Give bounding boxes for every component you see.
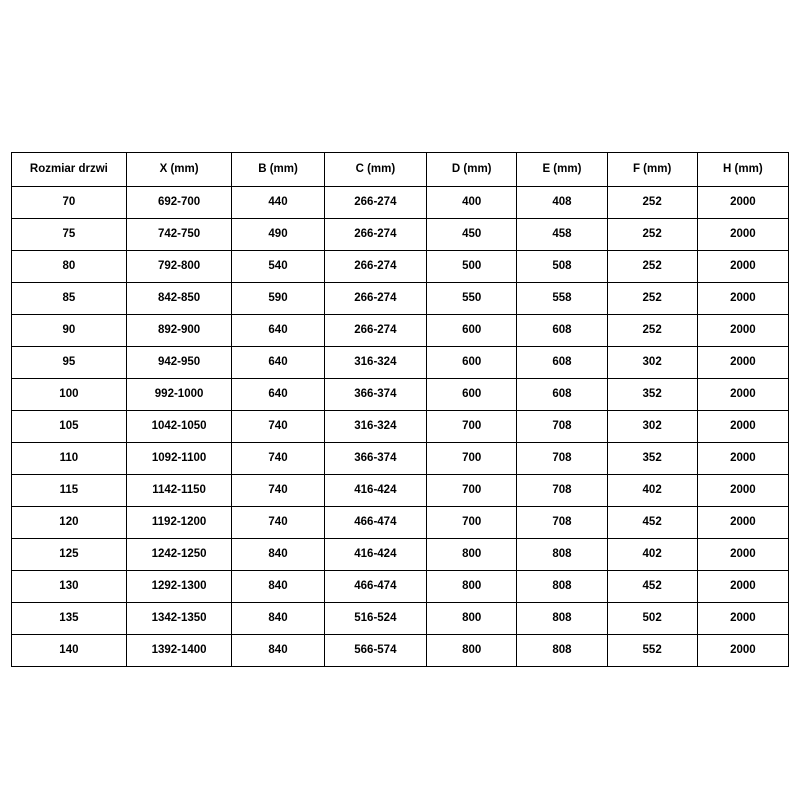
column-header-f: F (mm) xyxy=(607,153,697,187)
column-header-e: E (mm) xyxy=(517,153,607,187)
cell-c: 416-424 xyxy=(324,475,427,507)
table-row xyxy=(12,251,789,283)
cell-h: 2000 xyxy=(697,411,788,443)
cell-f: 402 xyxy=(607,539,697,571)
cell-e: 408 xyxy=(517,187,607,219)
cell-d: 600 xyxy=(427,315,517,347)
cell-f: 302 xyxy=(607,347,697,379)
cell-d: 400 xyxy=(427,187,517,219)
cell-h: 2000 xyxy=(697,475,788,507)
cell-d: 600 xyxy=(427,347,517,379)
table-row xyxy=(12,219,789,251)
cell-e: 508 xyxy=(517,251,607,283)
cell-f: 302 xyxy=(607,411,697,443)
cell-b: 440 xyxy=(232,187,324,219)
cell-e: 808 xyxy=(517,539,607,571)
cell-b: 490 xyxy=(232,219,324,251)
cell-x: 992-1000 xyxy=(126,379,232,411)
cell-x: 1342-1350 xyxy=(126,603,232,635)
cell-size: 80 xyxy=(12,251,127,283)
cell-f: 352 xyxy=(607,379,697,411)
cell-size: 120 xyxy=(12,507,127,539)
cell-size: 70 xyxy=(12,187,127,219)
cell-h: 2000 xyxy=(697,187,788,219)
cell-f: 252 xyxy=(607,315,697,347)
cell-b: 840 xyxy=(232,571,324,603)
cell-e: 708 xyxy=(517,443,607,475)
cell-size: 130 xyxy=(12,571,127,603)
cell-b: 740 xyxy=(232,507,324,539)
table-row xyxy=(12,603,789,635)
cell-h: 2000 xyxy=(697,347,788,379)
cell-b: 590 xyxy=(232,283,324,315)
cell-f: 352 xyxy=(607,443,697,475)
table-row xyxy=(12,379,789,411)
column-header-d: D (mm) xyxy=(427,153,517,187)
cell-b: 740 xyxy=(232,443,324,475)
cell-h: 2000 xyxy=(697,251,788,283)
cell-c: 366-374 xyxy=(324,443,427,475)
cell-b: 840 xyxy=(232,603,324,635)
cell-x: 1392-1400 xyxy=(126,635,232,667)
cell-d: 700 xyxy=(427,443,517,475)
table-row xyxy=(12,347,789,379)
cell-size: 85 xyxy=(12,283,127,315)
cell-size: 110 xyxy=(12,443,127,475)
cell-e: 708 xyxy=(517,475,607,507)
column-header-rozmiar-drzwi: Rozmiar drzwi xyxy=(12,153,127,187)
cell-d: 700 xyxy=(427,411,517,443)
cell-f: 452 xyxy=(607,571,697,603)
cell-x: 892-900 xyxy=(126,315,232,347)
table-header-row xyxy=(12,153,789,187)
cell-c: 466-474 xyxy=(324,571,427,603)
cell-f: 502 xyxy=(607,603,697,635)
table-row xyxy=(12,635,789,667)
cell-b: 840 xyxy=(232,539,324,571)
cell-d: 800 xyxy=(427,571,517,603)
cell-d: 800 xyxy=(427,539,517,571)
cell-size: 115 xyxy=(12,475,127,507)
cell-c: 266-274 xyxy=(324,283,427,315)
cell-e: 708 xyxy=(517,411,607,443)
cell-x: 692-700 xyxy=(126,187,232,219)
cell-size: 140 xyxy=(12,635,127,667)
cell-c: 416-424 xyxy=(324,539,427,571)
cell-d: 550 xyxy=(427,283,517,315)
cell-x: 1092-1100 xyxy=(126,443,232,475)
cell-c: 466-474 xyxy=(324,507,427,539)
cell-x: 1142-1150 xyxy=(126,475,232,507)
table-row xyxy=(12,315,789,347)
cell-x: 742-750 xyxy=(126,219,232,251)
table-row xyxy=(12,539,789,571)
cell-c: 266-274 xyxy=(324,219,427,251)
cell-x: 1292-1300 xyxy=(126,571,232,603)
cell-x: 842-850 xyxy=(126,283,232,315)
cell-b: 540 xyxy=(232,251,324,283)
cell-h: 2000 xyxy=(697,571,788,603)
cell-e: 458 xyxy=(517,219,607,251)
cell-b: 740 xyxy=(232,411,324,443)
cell-x: 1242-1250 xyxy=(126,539,232,571)
cell-f: 252 xyxy=(607,219,697,251)
cell-f: 252 xyxy=(607,187,697,219)
cell-d: 500 xyxy=(427,251,517,283)
cell-h: 2000 xyxy=(697,635,788,667)
column-header-c: C (mm) xyxy=(324,153,427,187)
cell-h: 2000 xyxy=(697,443,788,475)
cell-h: 2000 xyxy=(697,283,788,315)
cell-c: 366-374 xyxy=(324,379,427,411)
cell-b: 840 xyxy=(232,635,324,667)
table-row xyxy=(12,283,789,315)
cell-d: 600 xyxy=(427,379,517,411)
cell-b: 640 xyxy=(232,379,324,411)
cell-f: 452 xyxy=(607,507,697,539)
cell-x: 1042-1050 xyxy=(126,411,232,443)
cell-h: 2000 xyxy=(697,507,788,539)
cell-size: 90 xyxy=(12,315,127,347)
table-row xyxy=(12,411,789,443)
cell-e: 808 xyxy=(517,635,607,667)
cell-size: 100 xyxy=(12,379,127,411)
cell-d: 450 xyxy=(427,219,517,251)
cell-b: 640 xyxy=(232,347,324,379)
cell-c: 266-274 xyxy=(324,251,427,283)
table-row xyxy=(12,571,789,603)
cell-f: 552 xyxy=(607,635,697,667)
cell-d: 700 xyxy=(427,507,517,539)
table-row xyxy=(12,507,789,539)
cell-h: 2000 xyxy=(697,315,788,347)
door-size-specification-table xyxy=(11,152,789,667)
cell-size: 125 xyxy=(12,539,127,571)
cell-d: 800 xyxy=(427,603,517,635)
cell-c: 266-274 xyxy=(324,315,427,347)
cell-size: 105 xyxy=(12,411,127,443)
cell-f: 252 xyxy=(607,251,697,283)
cell-e: 558 xyxy=(517,283,607,315)
cell-x: 942-950 xyxy=(126,347,232,379)
table-row xyxy=(12,187,789,219)
specification-table-container xyxy=(11,152,789,667)
cell-e: 608 xyxy=(517,347,607,379)
cell-f: 252 xyxy=(607,283,697,315)
cell-b: 740 xyxy=(232,475,324,507)
cell-h: 2000 xyxy=(697,539,788,571)
cell-size: 135 xyxy=(12,603,127,635)
cell-size: 95 xyxy=(12,347,127,379)
cell-f: 402 xyxy=(607,475,697,507)
column-header-b: B (mm) xyxy=(232,153,324,187)
cell-x: 1192-1200 xyxy=(126,507,232,539)
cell-e: 708 xyxy=(517,507,607,539)
cell-c: 316-324 xyxy=(324,411,427,443)
table-row xyxy=(12,475,789,507)
cell-c: 516-524 xyxy=(324,603,427,635)
cell-d: 800 xyxy=(427,635,517,667)
cell-h: 2000 xyxy=(697,379,788,411)
cell-h: 2000 xyxy=(697,603,788,635)
cell-h: 2000 xyxy=(697,219,788,251)
cell-e: 808 xyxy=(517,603,607,635)
cell-d: 700 xyxy=(427,475,517,507)
column-header-h: H (mm) xyxy=(697,153,788,187)
cell-e: 608 xyxy=(517,379,607,411)
cell-e: 608 xyxy=(517,315,607,347)
table-row xyxy=(12,443,789,475)
cell-c: 316-324 xyxy=(324,347,427,379)
cell-b: 640 xyxy=(232,315,324,347)
column-header-x: X (mm) xyxy=(126,153,232,187)
cell-e: 808 xyxy=(517,571,607,603)
cell-x: 792-800 xyxy=(126,251,232,283)
cell-c: 266-274 xyxy=(324,187,427,219)
cell-c: 566-574 xyxy=(324,635,427,667)
cell-size: 75 xyxy=(12,219,127,251)
